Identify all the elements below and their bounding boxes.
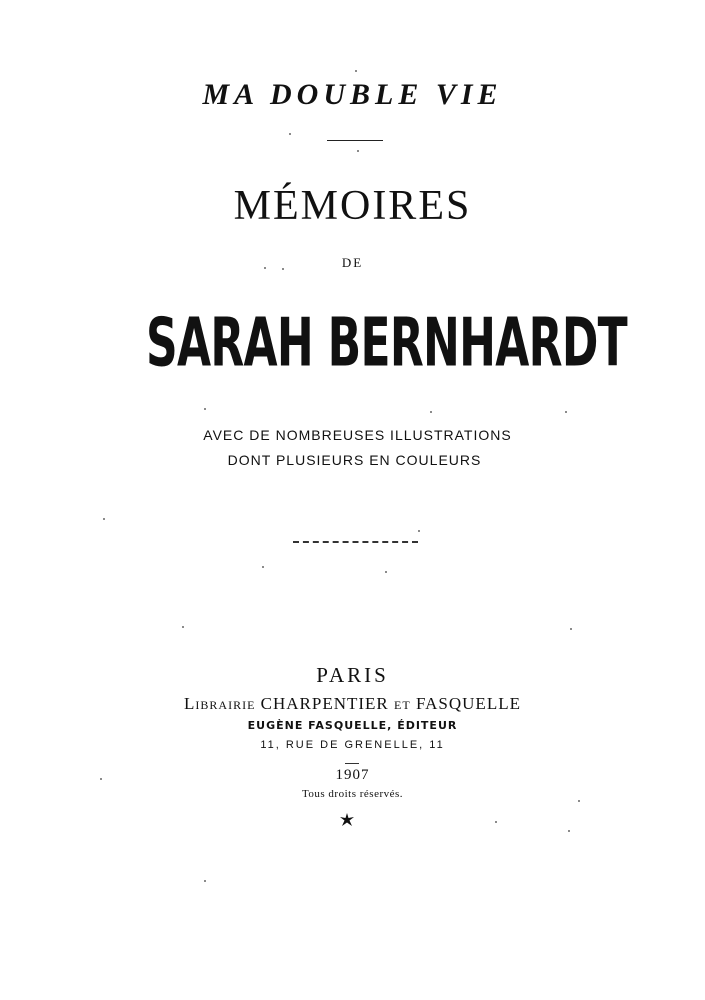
publisher-name-1: CHARPENTIER: [260, 694, 389, 713]
imprint-editor: EUGÈNE FASQUELLE, ÉDITEUR: [247, 719, 458, 732]
print-speck: [264, 267, 266, 269]
author-name: [146, 294, 627, 391]
print-speck: [182, 626, 184, 628]
imprint-address: 11, RUE DE GRENELLE, 11: [260, 739, 445, 751]
tiny-divider: [345, 763, 359, 764]
print-speck: [578, 800, 580, 802]
publisher-conjunction: et: [394, 694, 411, 713]
main-title: MÉMOIRES: [233, 183, 472, 229]
print-speck: [289, 133, 291, 135]
print-speck: [282, 268, 284, 270]
subtitle-line-1: AVEC DE NOMBREUSES ILLUSTRATIONS: [203, 427, 512, 443]
print-speck: [565, 411, 567, 413]
short-divider: [327, 140, 383, 141]
print-speck: [570, 628, 572, 630]
print-speck: [204, 880, 206, 882]
publisher-prefix: Librairie: [184, 694, 256, 713]
print-speck: [430, 411, 432, 413]
print-speck: [357, 150, 359, 152]
author-name-text: SARAH BERNHARDT: [146, 302, 627, 382]
subtitle-line-2: DONT PLUSIEURS EN COULEURS: [227, 452, 482, 468]
print-speck: [568, 830, 570, 832]
imprint-city: PARIS: [316, 663, 389, 687]
printer-ornament-icon: [339, 812, 355, 828]
print-speck: [495, 821, 497, 823]
imprint-year: 1907: [335, 767, 370, 783]
print-speck: [418, 530, 420, 532]
print-speck: [103, 518, 105, 520]
imprint-publisher: [0, 694, 705, 714]
print-speck: [262, 566, 264, 568]
title-connector: DE: [341, 255, 364, 270]
dashed-divider: [293, 541, 418, 543]
imprint-rights: Tous droits réservés.: [301, 788, 404, 800]
print-speck: [355, 70, 357, 72]
print-speck: [204, 408, 206, 410]
publisher-name-2: FASQUELLE: [415, 694, 521, 713]
print-speck: [100, 778, 102, 780]
series-title: MA DOUBLE VIE: [202, 78, 503, 111]
print-speck: [385, 571, 387, 573]
